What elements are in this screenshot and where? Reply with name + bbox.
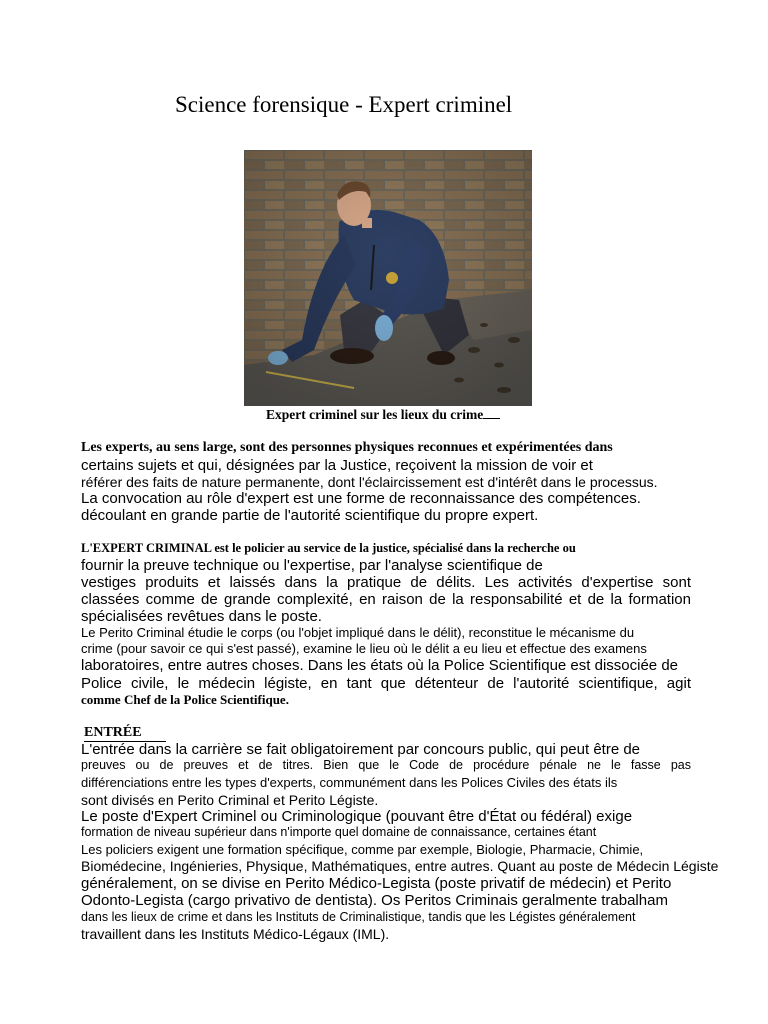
photo-caption-text: Expert criminel sur les lieux du crime [266,407,484,422]
intro-line-2: certains sujets et qui, désignées par la Justice, reçoivent la mission de voir et [81,457,593,474]
entree-line-10: Odonto-Legista (cargo privativo de dentista). Os Peritos Criminais geralmente trabalham [81,892,668,909]
expert-line-3: vestiges produits et laissés dans la pratique de délits. Les activités d'expertise sont [81,574,691,591]
expert-line-10: comme Chef de la Police Scientifique. [81,692,289,707]
intro-line-1: Les experts, au sens large, sont des personnes physiques reconnues et expérimentées dans [81,440,613,455]
entree-line-5: Le poste d'Expert Criminel ou Criminologique (pouvant être d'État ou fédéral) exige [81,808,633,825]
intro-line-3: référer des faits de nature permanente, dont l'éclaircissement est d'intérêt dans le processus. [81,474,658,490]
entree-line-9: généralement, on se divise en Perito Médico-Legista (poste privatif de médecin) et Perito [81,875,672,892]
investigator-photo-illustration [244,150,532,406]
intro-line-5: découlant en grande partie de l'autorité scientifique du propre expert. [81,507,539,524]
intro-line-4: La convocation au rôle d'expert est une forme de reconnaissance des compétences. [81,490,641,507]
entree-line-8: Biomédecine, Ingénieries, Physique, Mathématiques, entre autres. Quant au poste de Médecin Légiste [81,858,719,874]
expert-line-9: Police civile, le médecin légiste, en tant que détenteur de l'autorité scientifique, agit [81,675,691,692]
photo-caption [266,406,500,423]
entree-heading [84,725,142,741]
expert-line-1: L'EXPERT CRIMINAL est le policier au service de la justice, spécialisé dans la recherche ou [81,541,576,555]
entree-line-7: Les policiers exigent une formation spécifique, comme par exemple, Biologie, Pharmacie, Chimie, [81,842,644,857]
crime-scene-photo [244,150,532,406]
entree-line-11: dans les lieux de crime et dans les Instituts de Criminalistique, tandis que les Légistes généralement [81,910,636,924]
entree-line-2: preuves ou de preuves et de titres. Bien que le Code de procédure pénale ne le fasse pas [81,758,691,772]
entree-heading-text: ENTRÉE [84,725,142,740]
expert-line-6: Le Perito Criminal étudie le corps (ou l'objet impliqué dans le délit), reconstitue le mécanisme du [81,625,635,640]
expert-line-2: fournir la preuve technique ou l'expertise, par l'analyse scientifique de [81,557,543,574]
expert-line-8: laboratoires, entre autres choses. Dans les états où la Police Scientifique est dissociée de [81,657,678,674]
entree-line-1: L'entrée dans la carrière se fait obligatoirement par concours public, qui peut être de [81,741,641,758]
entree-line-6: formation de niveau supérieur dans n'importe quel domaine de connaissance, certaines étant [81,825,597,839]
expert-line-5: spécialisées revêtues dans le poste. [81,608,322,625]
page-title: Science forensique - Expert criminel [175,92,513,117]
entree-line-12: travaillent dans les Instituts Médico-Légaux (IML). [81,926,390,942]
entree-line-3: différenciations entre les types d'experts, communément dans les Polices Civiles des états ils [81,775,618,790]
expert-line-7: crime (pour savoir ce qui s'est passé), examine le lieu où le délit a eu lieu et effectue des examens [81,641,647,656]
entree-line-4: sont divisés en Perito Criminal et Perito Légiste. [81,792,379,808]
expert-line-4: classées comme de grande complexité, en raison de la responsabilité et de la formation [81,591,691,608]
